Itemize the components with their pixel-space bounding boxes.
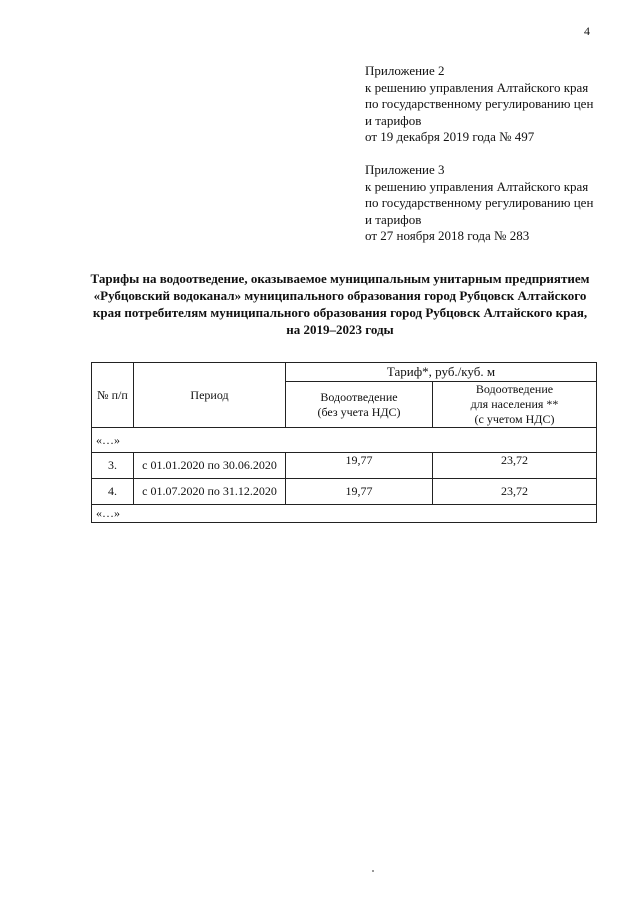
ellipsis-row: «…» xyxy=(92,505,597,523)
row-period: с 01.07.2020 по 31.12.2020 xyxy=(134,479,286,505)
header-col2: Водоотведение для населения ** (с учетом НДС) xyxy=(433,382,597,428)
row-period: с 01.01.2020 по 30.06.2020 xyxy=(134,453,286,479)
appendix-3 xyxy=(365,162,593,245)
appendix-line: Приложение 2 xyxy=(365,63,445,78)
row-num: 3. xyxy=(92,453,134,479)
row-value-1: 19,77 xyxy=(286,453,433,479)
document-title xyxy=(80,270,600,338)
row-value-1: 19,77 xyxy=(286,479,433,505)
appendix-line: по государственному регулированию цен xyxy=(365,195,594,210)
table-row xyxy=(92,479,597,505)
appendix-line: и тарифов xyxy=(365,211,422,227)
title-line: Тарифы на водоотведение, оказываемое муниципальным унитарным предприятием xyxy=(90,271,590,286)
appendix-line: от 19 декабря 2019 года № 497 xyxy=(365,129,535,144)
row-value-2: 23,72 xyxy=(433,479,597,505)
title-line: «Рубцовский водоканал» муниципального образования город Рубцовск Алтайского xyxy=(93,288,587,303)
header-col1: Водоотведение (без учета НДС) xyxy=(286,382,433,428)
appendix-2 xyxy=(365,63,593,146)
tariff-table xyxy=(91,362,597,523)
header-period: Период xyxy=(134,363,286,428)
appendix-line: по государственному регулированию цен xyxy=(365,96,594,111)
appendix-line: к решению управления Алтайского края xyxy=(365,79,589,95)
ellipsis-row: «…» xyxy=(92,428,597,453)
row-num: 4. xyxy=(92,479,134,505)
title-line: края потребителям муниципального образования город Рубцовск Алтайского края, xyxy=(92,305,588,320)
appendix-line: к решению управления Алтайского края xyxy=(365,178,589,194)
page-number: 4 xyxy=(584,24,590,38)
header-num: № п/п xyxy=(92,363,134,428)
header-tariff: Тариф*, руб./куб. м xyxy=(286,363,597,382)
appendix-line: от 27 ноября 2018 года № 283 xyxy=(365,228,530,243)
appendix-line: Приложение 3 xyxy=(365,162,445,177)
table-row xyxy=(92,453,597,479)
row-value-2: 23,72 xyxy=(433,453,597,479)
title-line: на 2019–2023 годы xyxy=(286,322,394,337)
appendix-line: и тарифов xyxy=(365,112,422,128)
scan-speck xyxy=(372,870,374,872)
